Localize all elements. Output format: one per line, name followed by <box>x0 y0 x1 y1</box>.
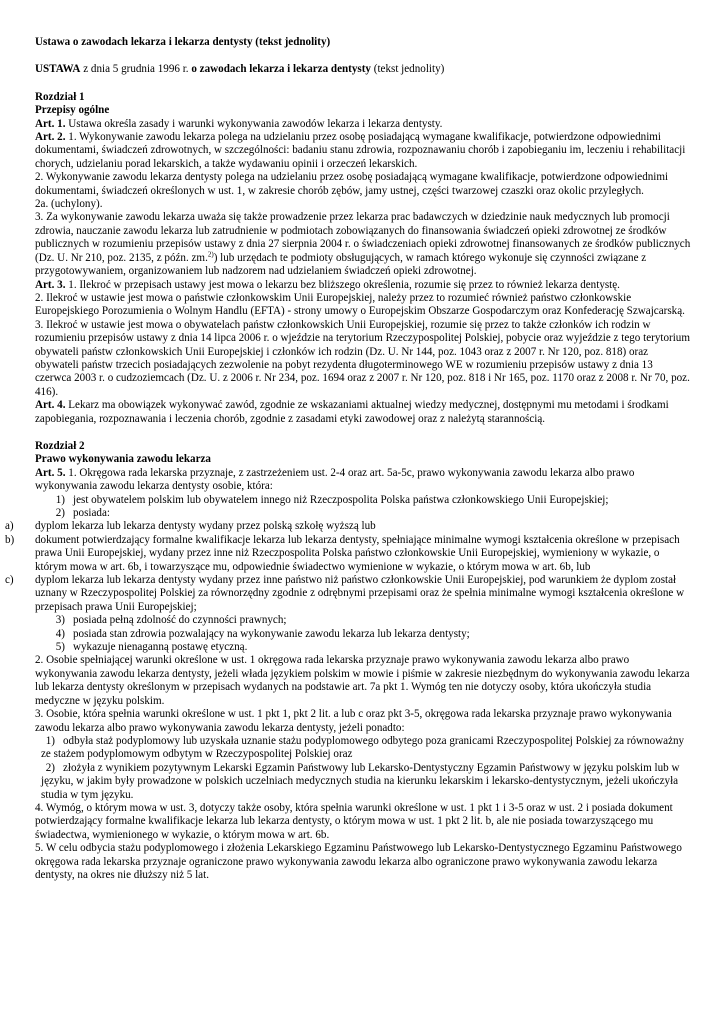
list-number: 4) <box>55 627 65 640</box>
article-4 <box>35 399 691 426</box>
list-item <box>35 507 691 520</box>
letter-item <box>5 520 691 533</box>
letter-label: b) <box>5 533 15 546</box>
list-text: odbyła staż podyplomowy lub uzyskała uznanie stażu podyplomowego odbytego poza granicami Rzeczypospolitej Polskiej za równoważny ze stażem podyplomowym odbytym w Rzeczypospolitej Polskiej oraz <box>41 734 685 761</box>
list-number: 2) <box>45 761 55 774</box>
letter-text: dyplom lekarza lub lekarza dentysty wydany przez inne państwo niż państwo członkowskie Unii Europejskiej, pod warunkiem że dyplom został uznany w Rzeczypospolitej Polskiej za równorzędny zgodnie z odrębnymi przepisami oraz że spełnia minimalne wymogi kształcenia określone w przepisach prawa Unii Europejskiej; <box>35 574 685 613</box>
article-3-label: Art. 3. <box>35 278 66 291</box>
act-note: (tekst jednolity) <box>370 63 445 76</box>
article-3-para-2: 2. Ilekroć w ustawie jest mowa o państwie członkowskim Unii Europejskiej, należy przez to rozumieć również państwo członkowskie Europejskiego Porozumienia o Wolnym Handlu (EFTA) - strony umowy o Europejskim Obszarze Gospodarczym oraz Konfederację Szwajcarską. <box>35 291 685 318</box>
article-4-text: Lekarz ma obowiązek wykonywać zawód, zgodnie ze wskazaniami aktualnej wiedzy medycznej, dostępnymi mu metodami i środkami zapobiegania, rozpoznawania i leczenia chorób, zgodnie z zasadami etyki zawodowej oraz z należytą starannością. <box>35 399 669 425</box>
article-2-para-2a: 2a. (uchylony). <box>35 198 103 211</box>
chapter-2-label: Rozdział 2 <box>35 439 85 452</box>
list-number: 1) <box>45 734 55 747</box>
article-2-para-3-text-cont: ) lub urzędach te podmioty obsługujących, w ramach którego wykonuje się czynności związane z przygotowywaniem, organizowaniem lub nadzorem nad udzielaniem świadczeń opieki zdrowotnej. <box>35 251 647 278</box>
list-item <box>35 628 691 641</box>
letter-text: dokument potwierdzający formalne kwalifikacje lekarza lub lekarza dentysty, spełniające minimalne wymogi kształcenia określone w przepisach prawa Unii Europejskiej, wydany przez inne niż Rzeczpospolita Polska państwo członkowskie Unii Europejskiej, wymieniony w wykazie, o którym mowa w art. 6b, i towarzyszące mu, odpowiednie świadectwo wymienione w wykazie, o którym mowa w art. 6b, lub <box>35 533 680 573</box>
chapter-2-title: Prawo wykonywania zawodu lekarza <box>35 453 211 466</box>
chapter-1-title: Przepisy ogólne <box>35 104 110 117</box>
article-2-para-2: 2. Wykonywanie zawodu lekarza dentysty polega na udzielaniu przez osobę posiadającą wymagane kwalifikacje, potwierdzone odpowiednimi dokumentami, świadczeń określonych w ust. 1, w zakresie chorób zębów, jamy ustnej, części twarzowej czaszki oraz okolic przyległych. <box>35 171 669 197</box>
article-4-label: Art. 4. <box>35 399 66 412</box>
article-3-para-1-text: 1. Ilekroć w przepisach ustawy jest mowa o lekarzu bez bliższego określenia, rozumie się przez to również lekarza dentystę. <box>65 278 620 291</box>
article-5-para-1-text: 1. Okręgowa rada lekarska przyznaje, z zastrzeżeniem ust. 2-4 oraz art. 5a-5c, prawo wykonywania zawodu lekarza albo prawo wykonywania zawodu lekarza dentysty osobie, która: <box>35 466 635 493</box>
article-2-para-1-text: 1. Wykonywanie zawodu lekarza polega na udzielaniu przez osobę posiadającą wymagane kwalifikacje, potwierdzone odpowiednimi dokumentami, świadczeń zdrowotnych, w szczególności: badaniu stanu zdrowia, rozpoznawaniu chorób i zapobieganiu im, leczeniu i rehabilitacji chorych, udzielaniu porad lekarskich, a także wydawaniu opinii i orzeczeń lekarskich. <box>35 131 686 170</box>
list-text: jest obywatelem polskim lub obywatelem innego niż Rzeczpospolita Polska państwa członkowskiego Unii Europejskiej; <box>73 493 609 506</box>
list-number: 5) <box>55 641 65 654</box>
letter-label: c) <box>5 574 14 587</box>
article-5-para-2: 2. Osobie spełniającej warunki określone w ust. 1 okręgowa rada lekarska przyznaje prawo wykonywania zawodu lekarza albo prawo wykonywania zawodu lekarza dentysty, jeżeli włada językiem polskim w mowie i piśmie w zakresie niezbędnym do wykonywania zawodu lekarza lub lekarza dentysty określonym w przepisach wydanych na podstawie art. 7a pkt 1. Wymóg ten nie dotyczy osoby, która ukończyła studia medyczne w języku polskim. <box>35 654 690 707</box>
footnote-ref: 2) <box>207 250 214 258</box>
article-1 <box>35 118 691 131</box>
act-type: USTAWA <box>35 63 81 76</box>
act-header <box>35 63 691 76</box>
article-3-para-3: 3. Ilekroć w ustawie jest mowa o obywatelach państw członkowskich Unii Europejskiej, rozumie się przez to także członków ich rodzin w rozumieniu przepisów ustawy z dnia 14 lipca 2006 r. o wjeździe na terytorium Rzeczypospolitej Polskiej, pobycie oraz wyjeździe z tego terytorium obywateli państw członkowskich Unii Europejskiej i członków ich rodzin (Dz. U. Nr 144, poz. 1043 oraz z 2007 r. Nr 120, poz. 818) oraz obywateli państw trzecich posiadających zezwolenie na pobyt rezydenta długoterminowego WE w rozumieniu przepisów ustawy z dnia 13 czerwca 2003 r. o cudzoziemcach (Dz. U. z 2006 r. Nr 234, poz. 1694 oraz z 2007 r. Nr 120, poz. 818 i Nr 165, poz. 1170 oraz z 2008 r. Nr 70, poz. 416). <box>35 318 690 398</box>
list-item <box>35 494 691 507</box>
list-number: 1) <box>55 493 65 506</box>
letter-text: dyplom lekarza lub lekarza dentysty wydany przez polską szkołę wyższą lub <box>35 520 376 533</box>
list-text: posiada: <box>73 507 110 519</box>
article-2-label: Art. 2. <box>35 131 66 144</box>
article-2-para-3-text: 3. Za wykonywanie zawodu lekarza uważa się także prowadzenie przez lekarza prac badawczych w dziedzinie nauk medycznych lub promocji zdrowia, nauczanie zawodu lekarza lub zatrudnienie w podmiotach zobowiązanych do finansowania świadczeń opieki zdrowotnej ze środków publicznych w rozumieniu przepisów ustawy z dnia 27 sierpnia 2004 r. o świadczeniach opieki zdrowotnej finansowanych ze środków publicznych (Dz. U. Nr 210, poz. 2135, z późn. zm. <box>35 211 691 264</box>
act-date: z dnia 5 grudnia 1996 r. <box>80 63 192 76</box>
list-item <box>35 641 691 654</box>
list-text: posiada stan zdrowia pozwalający na wykonywanie zawodu lekarza lub lekarza dentysty; <box>73 627 470 640</box>
article-5-para-3: 3. Osobie, która spełnia warunki określone w ust. 1 pkt 1, pkt 2 lit. a lub c oraz pkt 3-5, okręgowa rada lekarska przyznaje prawo wykonywania zawodu lekarza albo prawo wykonywania zawodu lekarza dentysty, jeżeli ponadto: <box>35 708 672 734</box>
list-number: 2) <box>55 507 65 519</box>
list-number: 3) <box>55 614 65 627</box>
article-1-text: Ustawa określa zasady i warunki wykonywania zawodów lekarza i lekarza dentysty. <box>65 117 443 130</box>
chapter-1-label: Rozdział 1 <box>35 90 85 103</box>
article-2-para-1 <box>35 131 691 171</box>
article-5-label: Art. 5. <box>35 466 66 479</box>
list-text: wykazuje nienaganną postawę etyczną. <box>73 641 248 654</box>
letter-item <box>5 533 691 574</box>
document-title: Ustawa o zawodach lekarza i lekarza dentysty (tekst jednolity) <box>35 36 331 48</box>
list-item <box>35 762 691 802</box>
article-5-para-5: 5. W celu odbycia stażu podyplomowego i złożenia Lekarskiego Egzaminu Państwowego lub Lekarsko-Dentystycznego Egzaminu Państwowego okręgowa rada lekarska przyznaje ograniczone prawo wykonywania zawodu lekarza albo ograniczone prawo wykonywania zawodu lekarza dentysty, na okres nie dłuższy niż 5 lat. <box>35 842 682 881</box>
article-5-para-1 <box>35 467 691 494</box>
list-item <box>35 614 691 627</box>
list-text: złożyła z wynikiem pozytywnym Lekarski Egzamin Państwowy lub Lekarsko-Dentystyczny Egzamin Państwowy w języku polskim lub w języku, w jakim były prowadzone w polskich uczelniach medycznych studia na kierunku lekarskim i lekarsko-dentystycznym, jeżeli ukończyła studia w tym języku. <box>41 761 680 801</box>
article-3-para-1 <box>35 279 691 292</box>
letter-item <box>5 574 691 614</box>
article-2-para-3 <box>35 211 691 278</box>
list-text: posiada pełną zdolność do czynności prawnych; <box>73 614 287 627</box>
letter-label: a) <box>5 520 14 533</box>
article-1-label: Art. 1. <box>35 117 66 130</box>
act-name: o zawodach lekarza i lekarza dentysty <box>191 63 371 76</box>
article-5-para-4: 4. Wymóg, o którym mowa w ust. 3, dotyczy także osoby, która spełnia warunki określone w ust. 1 pkt 1 i 3-5 oraz w ust. 2 i posiada dokument potwierdzający formalne kwalifikacje lekarza lub lekarza dentysty, o którym mowa w ust. 1 pkt 2 lit. b, ale nie posiada towarzyszącego mu świadectwa, wymienionego w wykazie, o którym mowa w art. 6b. <box>35 801 673 841</box>
list-item <box>35 735 691 762</box>
